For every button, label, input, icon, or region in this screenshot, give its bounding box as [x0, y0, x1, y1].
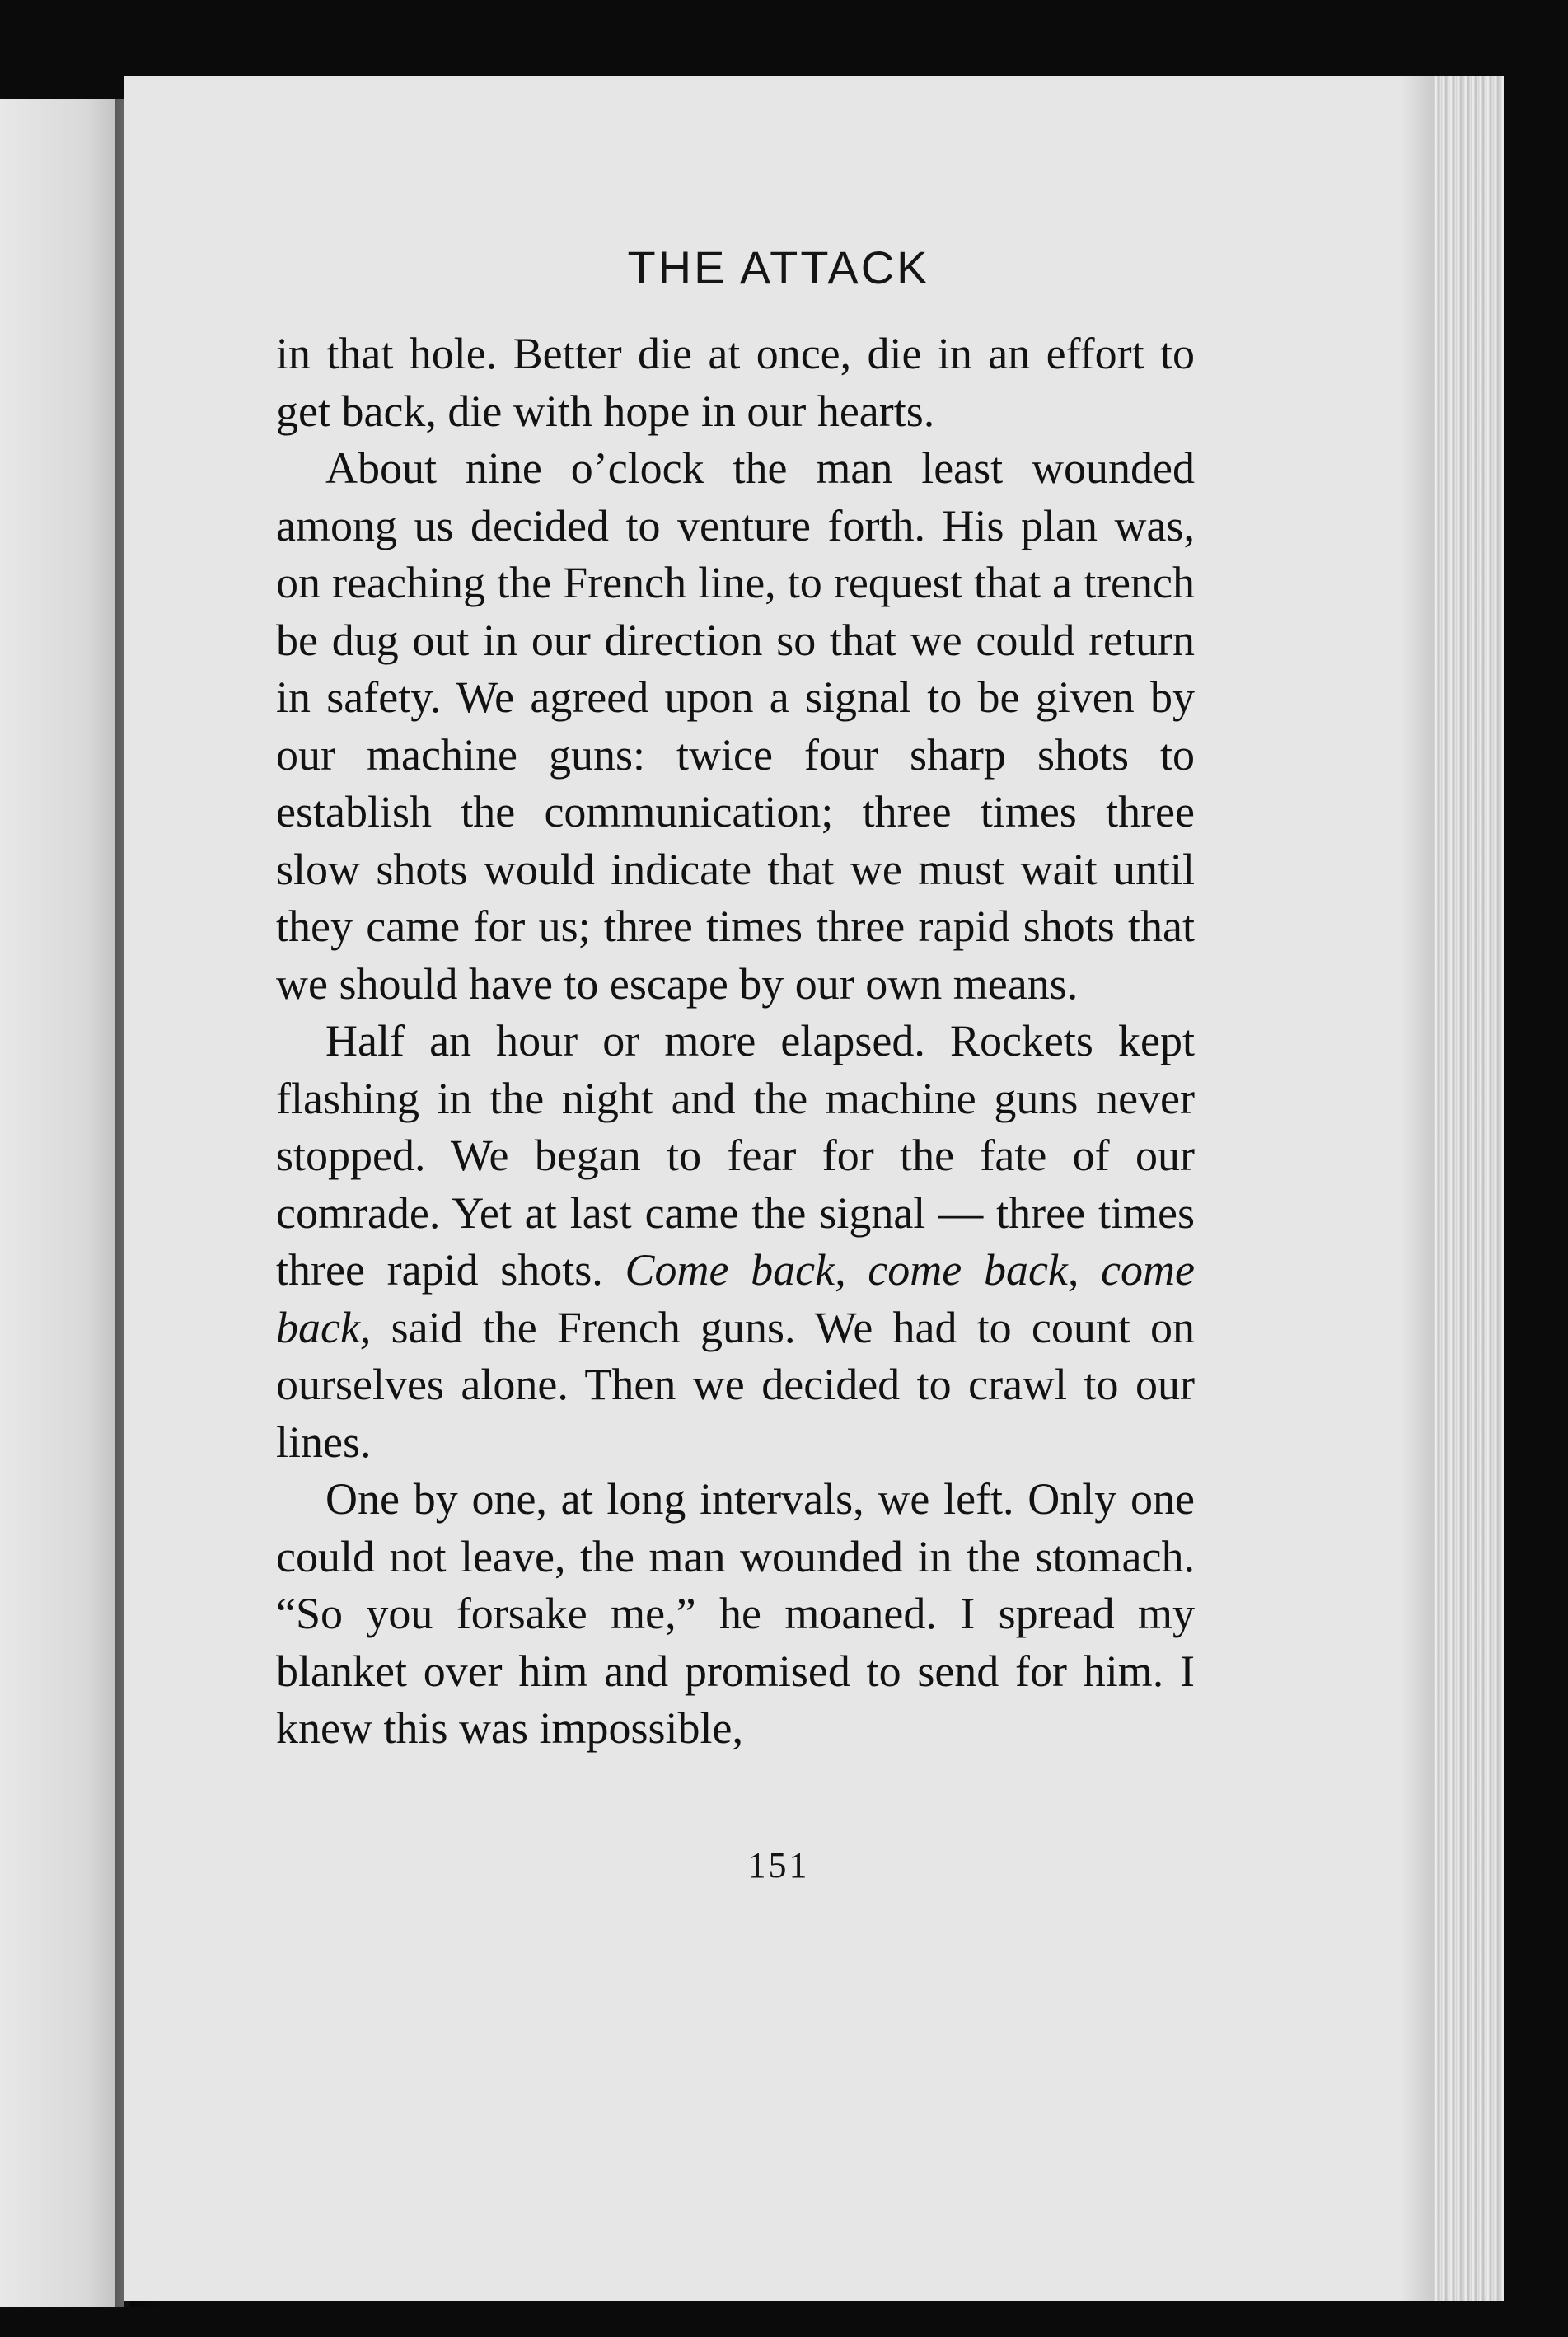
paragraph	[276, 440, 1195, 1013]
text-segment: Half an hour or more elapsed. Rockets kept flashing in the night and the machine guns never stopped. We began to fear for the fate of our comrade. Yet at last came the signal — three times three rapid shots.	[276, 1016, 1195, 1295]
text-segment: About nine o’clock the man least wounded among us decided to venture forth. His plan was, on reaching the French line, to request that a trench be dug out in our direction so that we could return in safety. We agreed upon a signal to be given by our machine guns: twice four sharp shots to establish the communication; three times three slow shots would indicate that we must wait until they came for us; three times three rapid shots that we should have to escape by our own means.	[276, 443, 1195, 1009]
text-segment: One by one, at long intervals, we left. Only one could not leave, the man wounded in the stomach. “So you forsake me,” he moaned. I spread my blanket over him and promised to send for him. I knew this was impossible,	[276, 1474, 1195, 1753]
right-page-edges	[1434, 76, 1504, 2301]
italic-text-segment: Come back, come back, come back,	[276, 1245, 1196, 1352]
page-number: 151	[747, 1845, 810, 1885]
paragraph	[276, 325, 1195, 440]
text-segment: said the French guns. We had to count on ourselves alone. Then we decided to crawl to our lines.	[276, 1302, 1195, 1467]
left-page-edge	[0, 99, 129, 2307]
paragraph	[276, 1471, 1195, 1758]
paragraph	[276, 1013, 1195, 1471]
body-text	[276, 325, 1195, 1758]
running-head: THE ATTACK	[627, 241, 930, 293]
text-segment: in that hole. Better die at once, die in an effort to get back, die with hope in our hearts.	[276, 329, 1195, 436]
